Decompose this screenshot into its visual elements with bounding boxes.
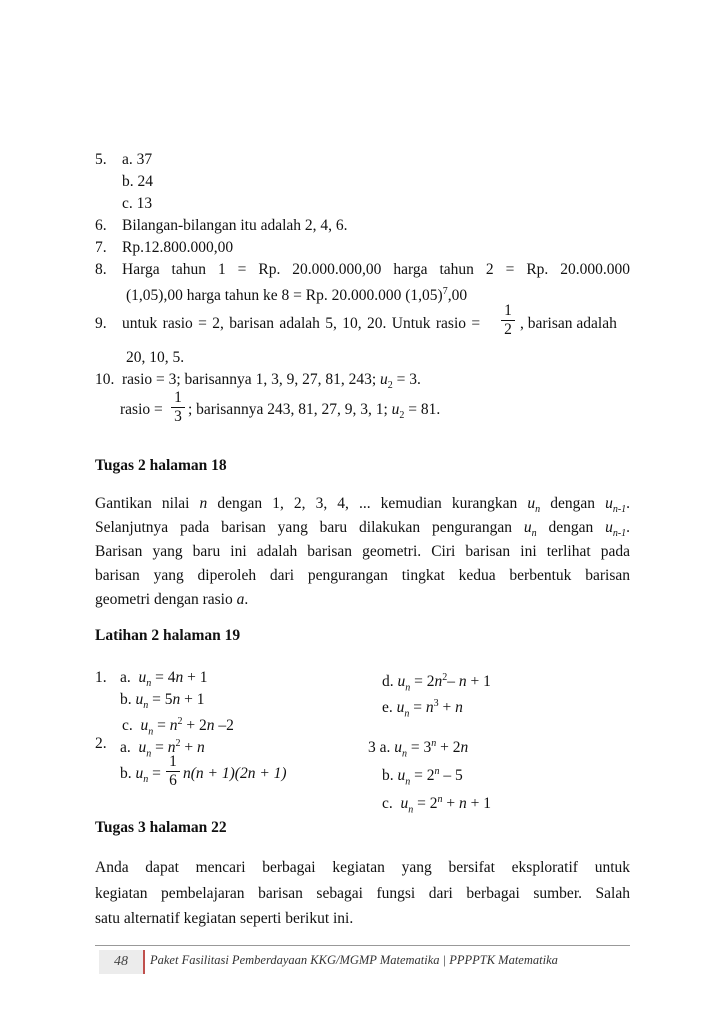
u-symbol: u bbox=[397, 673, 406, 691]
n-symbol: n bbox=[206, 717, 215, 735]
exponent: n bbox=[434, 766, 440, 777]
text: = bbox=[157, 717, 166, 735]
exponent: 2 bbox=[175, 738, 181, 749]
n-symbol: n bbox=[425, 699, 434, 717]
u-symbol: u bbox=[605, 495, 613, 512]
latihan-3b bbox=[382, 762, 463, 792]
text: geometri dengan rasio bbox=[95, 591, 233, 608]
answer-7: Rp.12.800.000,00 bbox=[122, 239, 234, 256]
u-symbol: u bbox=[400, 795, 409, 813]
text: = 5 bbox=[152, 691, 173, 708]
answer-7-number: 7. bbox=[95, 239, 107, 256]
page-number: 48 bbox=[99, 950, 145, 974]
label: b. bbox=[120, 691, 132, 708]
label: a. bbox=[379, 739, 391, 757]
label: b. bbox=[382, 767, 394, 785]
answer-8-exponent: 7 bbox=[442, 286, 448, 297]
text: dengan bbox=[550, 495, 595, 512]
n-symbol: n bbox=[172, 691, 181, 708]
u-symbol: u bbox=[135, 691, 144, 708]
text: = bbox=[155, 739, 164, 757]
tugas2-line1 bbox=[95, 494, 630, 520]
answer-6: Bilangan-bilangan itu adalah 2, 4, 6. bbox=[122, 217, 348, 234]
text: . bbox=[626, 519, 631, 536]
u-symbol: u bbox=[391, 401, 400, 418]
exponent: 2 bbox=[442, 672, 448, 683]
text: Selanjutnya pada barisan yang baru dilakukan pengurangan bbox=[95, 519, 513, 536]
label: e. bbox=[382, 699, 393, 717]
footer-divider bbox=[95, 945, 630, 946]
answer-10-fraction bbox=[171, 389, 185, 426]
n-symbol: n bbox=[460, 739, 469, 757]
text: + 2 bbox=[186, 717, 207, 735]
answer-8-end: ,00 bbox=[447, 287, 468, 305]
answer-5b: b. 24 bbox=[122, 173, 153, 190]
answer-9-number: 9. bbox=[95, 315, 107, 332]
text: –2 bbox=[218, 717, 234, 735]
latihan-2b-expression: n(n + 1)(2n + 1) bbox=[183, 765, 287, 782]
subscript: n-1 bbox=[612, 504, 627, 516]
tugas2-line5 bbox=[95, 590, 248, 610]
answer-10-rasio-label: rasio = bbox=[120, 401, 163, 418]
u-symbol: u bbox=[394, 739, 403, 757]
exponent: 3 bbox=[433, 698, 439, 709]
text: + 1 bbox=[187, 669, 208, 686]
tugas3-line2: kegiatan pembelajaran barisan sebagai fungsi dari berbagai sumber. Salah bbox=[95, 885, 630, 902]
text: + bbox=[446, 795, 456, 813]
answer-10-text: rasio = 3; barisannya 1, 3, 9, 27, 81, 243; bbox=[122, 371, 377, 388]
fraction-numerator: 1 bbox=[174, 389, 182, 406]
answer-10-end2: = 81. bbox=[408, 401, 441, 418]
answer-8-line2 bbox=[126, 282, 467, 306]
text: . bbox=[244, 591, 249, 608]
u-subscript: 2 bbox=[387, 380, 393, 392]
subscript: n-1 bbox=[612, 528, 627, 540]
u-symbol: u bbox=[396, 699, 405, 717]
answer-8-line1: Harga tahun 1 = Rp. 20.000.000,00 harga tahun 2 = Rp. 20.000.000 bbox=[122, 261, 630, 278]
subscript: n bbox=[404, 708, 410, 720]
text: = 4 bbox=[155, 669, 176, 686]
text: = 3 bbox=[410, 739, 432, 757]
latihan2-heading: Latihan 2 halaman 19 bbox=[95, 627, 241, 644]
tugas2-line4: barisan yang diperoleh dari pengurangan tingkat kedua berbentuk barisan bbox=[95, 567, 630, 584]
answer-10-line2 bbox=[188, 400, 440, 426]
n-symbol: n bbox=[455, 699, 463, 717]
answer-10-text2: ; barisannya 243, 81, 27, 9, 3, 1; bbox=[188, 401, 388, 418]
latihan-2b-fraction bbox=[166, 753, 180, 790]
subscript: n bbox=[146, 678, 152, 690]
text: + 1 bbox=[184, 691, 205, 708]
tugas3-line1: Anda dapat mencari berbagai kegiatan yang bersifat eksploratif untuk bbox=[95, 859, 630, 876]
answer-8-number: 8. bbox=[95, 261, 107, 278]
u-subscript: 2 bbox=[399, 410, 405, 422]
text: + 1 bbox=[470, 795, 492, 813]
latihan-1-number: 1. bbox=[95, 669, 107, 686]
u-symbol: u bbox=[605, 519, 613, 536]
tugas2-line3: Barisan yang baru ini adalah barisan geometri. Ciri barisan ini terlihat pada bbox=[95, 543, 630, 560]
fraction-denominator: 3 bbox=[174, 408, 182, 425]
n-symbol: n bbox=[458, 673, 467, 691]
answer-5a: a. 37 bbox=[122, 151, 153, 168]
text: = bbox=[152, 765, 161, 782]
answer-9-fraction bbox=[501, 302, 515, 339]
u-symbol: u bbox=[397, 767, 406, 785]
footer-text: Paket Fasilitasi Pemberdayaan KKG/MGMP Matematika | PPPPTK Matematika bbox=[150, 953, 558, 967]
tugas3-line3: satu alternatif kegiatan seperti berikut ini. bbox=[95, 910, 354, 927]
label: a. bbox=[120, 669, 131, 686]
text: = 2 bbox=[414, 767, 435, 785]
fraction-denominator: 6 bbox=[169, 772, 177, 789]
text: dengan 1, 2, 3, 4, ... kemudian kurangkan bbox=[217, 495, 518, 512]
latihan-1e bbox=[382, 694, 463, 724]
text: = bbox=[413, 699, 423, 717]
label: c. bbox=[382, 795, 393, 813]
u-symbol: u bbox=[523, 519, 532, 536]
n-symbol: n bbox=[169, 717, 178, 735]
tugas2-line2 bbox=[95, 518, 630, 544]
latihan-3c bbox=[382, 790, 491, 820]
text: Gantikan nilai bbox=[95, 495, 190, 512]
n-symbol: n bbox=[167, 739, 176, 757]
answer-5-number: 5. bbox=[95, 151, 107, 168]
text: = 2 bbox=[417, 795, 438, 813]
exponent: n bbox=[431, 738, 437, 749]
answer-10-end: = 3. bbox=[396, 371, 421, 388]
a-symbol: a bbox=[236, 591, 245, 608]
latihan-3a bbox=[368, 734, 468, 764]
answer-9-line2: 20, 10, 5. bbox=[126, 349, 185, 366]
subscript: n bbox=[402, 748, 408, 760]
subscript: n bbox=[143, 774, 149, 786]
subscript: n bbox=[531, 528, 537, 540]
label: c. bbox=[122, 717, 133, 735]
subscript: n bbox=[535, 504, 541, 516]
subscript: n bbox=[405, 682, 411, 694]
label: b. bbox=[120, 765, 132, 782]
n-symbol: n bbox=[434, 673, 443, 691]
exponent: n bbox=[437, 794, 443, 805]
number: 3 bbox=[368, 739, 376, 757]
n-symbol: n bbox=[197, 739, 205, 757]
fraction-numerator: 1 bbox=[169, 753, 177, 770]
latihan-2-number: 2. bbox=[95, 735, 107, 752]
text: . bbox=[626, 495, 631, 512]
label: a. bbox=[120, 739, 131, 757]
u-symbol: u bbox=[138, 739, 147, 757]
fraction-denominator: 2 bbox=[504, 321, 512, 338]
subscript: n bbox=[405, 776, 411, 788]
u-symbol: u bbox=[380, 371, 388, 388]
subscript: n bbox=[143, 700, 149, 712]
text: dengan bbox=[548, 519, 594, 536]
text: – 5 bbox=[443, 767, 463, 785]
text: + bbox=[184, 739, 194, 757]
tugas2-heading: Tugas 2 halaman 18 bbox=[95, 457, 227, 474]
u-symbol: u bbox=[135, 765, 144, 782]
subscript: n bbox=[148, 726, 154, 738]
latihan-2a bbox=[120, 734, 205, 764]
label: d. bbox=[382, 673, 394, 691]
answer-9-line1: untuk rasio = 2, barisan adalah 5, 10, 20. Untuk rasio = bbox=[122, 315, 481, 332]
answer-10-line1 bbox=[122, 370, 421, 396]
answer-6-number: 6. bbox=[95, 217, 107, 234]
exponent: 2 bbox=[177, 716, 183, 727]
n-symbol: n bbox=[199, 495, 208, 512]
answer-5c: c. 13 bbox=[122, 195, 153, 212]
text: + 2 bbox=[440, 739, 461, 757]
text: – bbox=[447, 673, 455, 691]
tugas3-heading: Tugas 3 halaman 22 bbox=[95, 819, 227, 836]
text: + bbox=[442, 699, 452, 717]
latihan-2b bbox=[120, 764, 161, 790]
n-symbol: n bbox=[459, 795, 467, 813]
subscript: n bbox=[146, 748, 152, 760]
u-symbol: u bbox=[140, 717, 149, 735]
answer-8-text: (1,05),00 harga tahun ke 8 = Rp. 20.000.000 (1,05) bbox=[126, 287, 443, 305]
fraction-numerator: 1 bbox=[504, 302, 512, 319]
answer-9-end: , barisan adalah bbox=[520, 315, 617, 332]
text: = 2 bbox=[414, 673, 435, 691]
subscript: n bbox=[408, 804, 414, 816]
text: + 1 bbox=[470, 673, 491, 691]
u-symbol: u bbox=[527, 495, 536, 512]
n-symbol: n bbox=[175, 669, 184, 686]
answer-10-number: 10. bbox=[95, 371, 115, 388]
u-symbol: u bbox=[138, 669, 147, 686]
